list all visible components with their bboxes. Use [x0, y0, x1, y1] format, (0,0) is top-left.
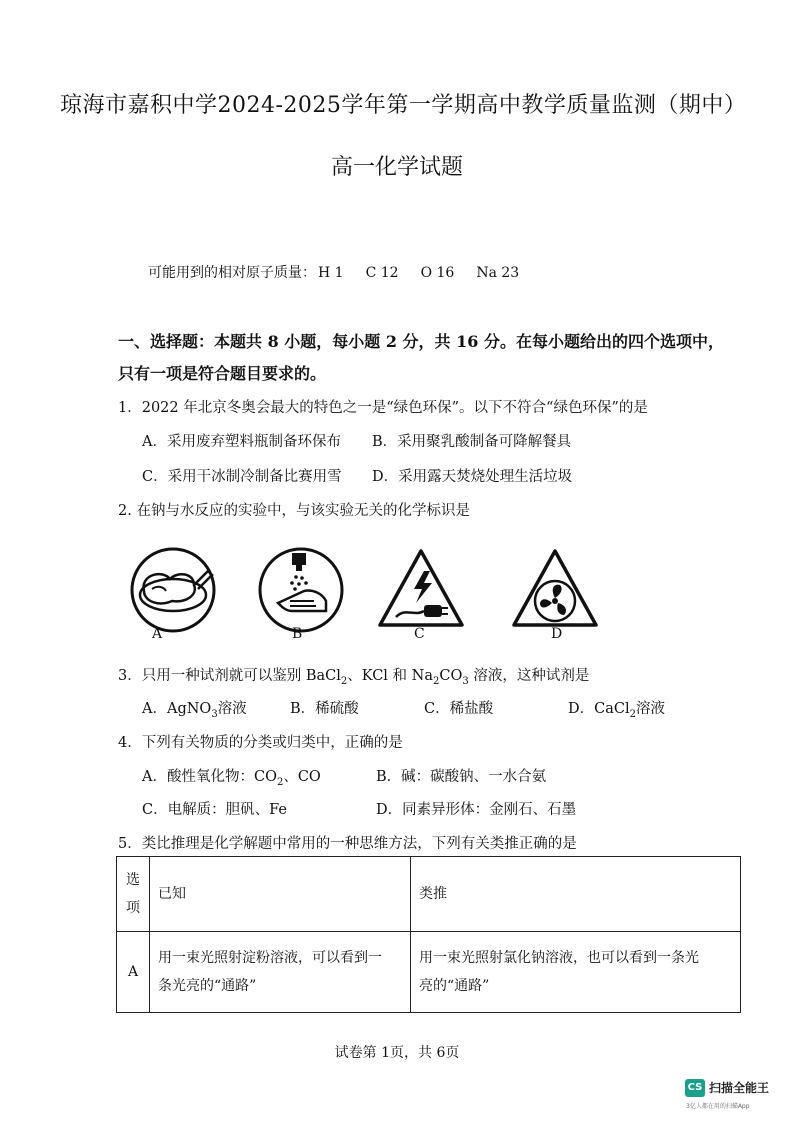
question-4-option-a: A．酸性氧化物：$CO_2$、CO	[142, 769, 321, 788]
row-a-option: A	[117, 932, 150, 1013]
atomic-mass-o: O 16	[420, 265, 455, 281]
camscanner-tagline: 3亿人都在用的扫描App	[686, 1103, 750, 1110]
question-4-option-d: D．同素异形体：金刚石、石墨	[376, 802, 577, 818]
electric-hazard-icon	[376, 545, 466, 635]
hot-plate-icon	[128, 545, 218, 635]
row-a-known: 用一束光照射淀粉溶液，可以看到一 条光亮的“通路”	[150, 932, 411, 1013]
icon-label-a: A	[152, 626, 163, 642]
question-3-option-c: C．稀盐酸	[424, 701, 494, 717]
atomic-mass-h: H 1	[318, 265, 344, 281]
question-5-stem: 5．类比推理是化学解题中常用的一种思维方法，下列有关类推正确的是	[118, 836, 577, 852]
analogy-table	[116, 856, 741, 1013]
icon-label-c: C	[414, 626, 425, 642]
question-1-option-a: A．采用废弃塑料瓶制备环保布	[142, 434, 341, 450]
question-1-option-b: B．采用聚乳酸制备可降解餐具	[372, 434, 572, 450]
question-4-option-c: C．电解质：胆矾、Fe	[142, 802, 287, 818]
question-3-option-a: A．AgNO$_3$溶液	[142, 701, 247, 720]
question-1-stem: 1．2022 年北京冬奥会最大的特色之一是“绿色环保”。以下不符合“绿色环保”的是	[118, 400, 648, 416]
question-4-stem: 4．下列有关物质的分类或归类中，正确的是	[118, 735, 403, 751]
table-row	[117, 932, 741, 1013]
exam-subtitle: 高一化学试题	[330, 155, 463, 180]
atomic-mass-na: Na 23	[476, 265, 520, 281]
atomic-masses-label: 可能用到的相对原子质量：	[148, 265, 316, 281]
question-1-option-c: C．采用干冰制冷制备比赛用雪	[142, 469, 342, 485]
question-2-stem: 2. 在钠与水反应的实验中，与该实验无关的化学标识是	[118, 503, 470, 519]
atomic-mass-c: C 12	[365, 265, 399, 281]
section-heading-line1: 一、选择题：本题共 8 小题，每小题 2 分，共 16 分。在每小题给出的四个选项中，	[118, 332, 724, 351]
section-heading-line2: 只有一项是符合题目要求的。	[118, 364, 327, 383]
camscanner-logo-icon: CS	[685, 1079, 705, 1097]
exam-title: 琼海市嘉积中学2024-2025学年第一学期高中教学质量监测（期中）	[60, 93, 747, 118]
section-heading	[118, 326, 758, 390]
camscanner-name: 扫描全能王	[709, 1081, 770, 1095]
row-a-inference: 用一束光照射氯化钠溶液，也可以看到一条光 亮的“通路”	[411, 932, 741, 1013]
question-3-option-d: D．CaCl$_2$溶液	[568, 701, 665, 720]
fan-ventilation-icon	[510, 545, 600, 635]
question-4-option-b: B．碱：碳酸钠、一水合氨	[376, 769, 547, 785]
header-inference: 类推	[411, 857, 741, 932]
table-header-row	[117, 857, 741, 932]
atomic-masses	[148, 262, 541, 282]
header-option: 选 项	[117, 857, 150, 932]
question-3-stem: 3．只用一种试剂就可以鉴别 BaCl$_2$、KCl 和 $Na_2CO_3$ 溶液，这种试剂是	[118, 668, 590, 687]
page-number: 试卷第 1页，共 6页	[334, 1045, 460, 1061]
question-1-option-d: D．采用露天焚烧处理生活垃圾	[372, 469, 573, 485]
icon-label-b: B	[292, 626, 303, 642]
icon-label-d: D	[551, 626, 563, 642]
question-3-option-b: B．稀硫酸	[290, 701, 359, 717]
hand-wash-icon	[256, 545, 346, 635]
header-known: 已知	[150, 857, 411, 932]
